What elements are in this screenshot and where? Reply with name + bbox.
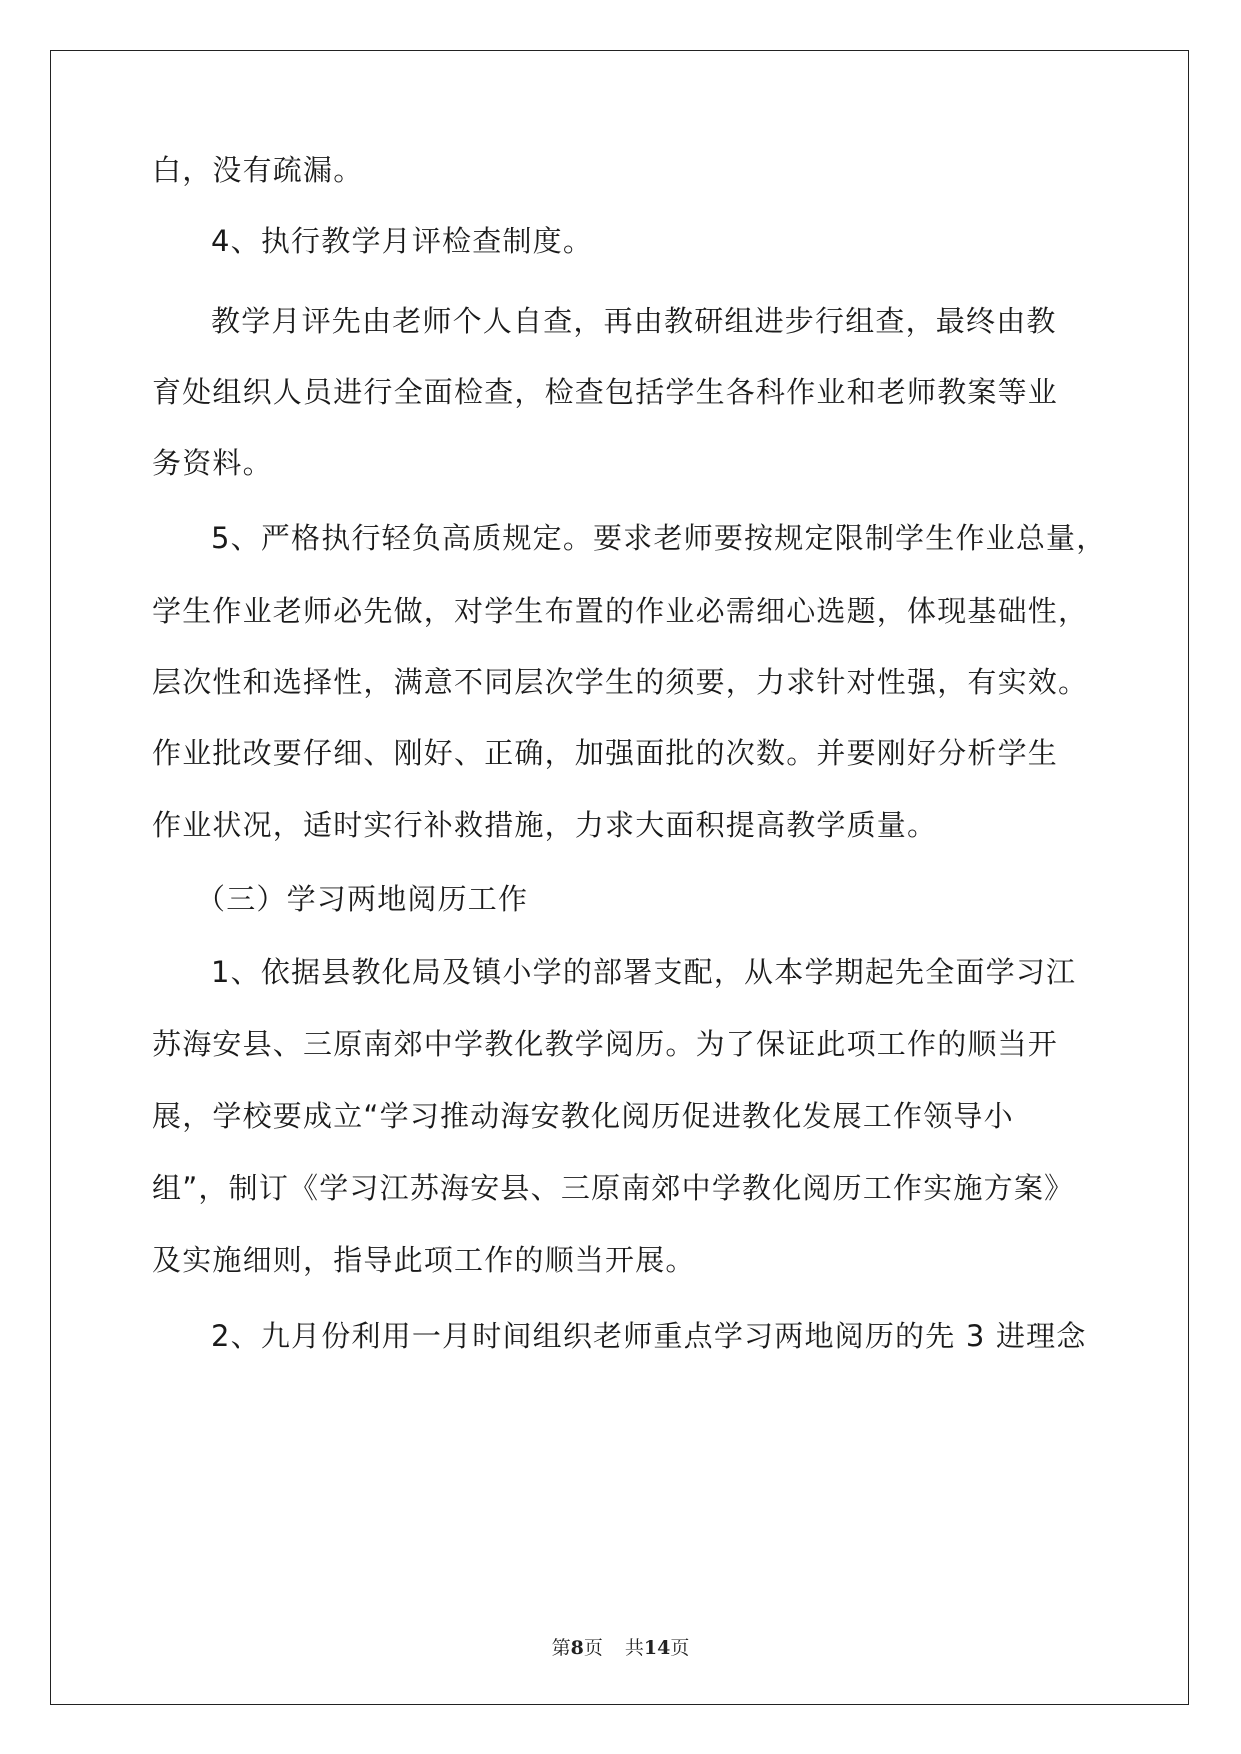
- total-page-count: 14: [643, 1637, 671, 1659]
- footer-prefix: 第: [551, 1637, 571, 1659]
- page-border: [50, 50, 1189, 1705]
- body-line: 组”，制订《学习江苏海安县、三原南郊中学教化阅历工作实施方案》: [152, 1171, 1075, 1205]
- section-heading-1: 1、依据县教化局及镇小学的部署支配，从本学期起先全面学习江: [211, 955, 1077, 989]
- body-line: 作业批改要仔细、刚好、正确，加强面批的次数。并要刚好分析学生: [152, 736, 1059, 770]
- section-heading-5: 5、严格执行轻负高质规定。要求老师要按规定限制学生作业总量，: [211, 521, 1107, 555]
- page-footer: [0, 1633, 1241, 1660]
- current-page-number: 8: [570, 1637, 584, 1659]
- body-line: 及实施细则，指导此项工作的顺当开展。: [152, 1243, 696, 1277]
- footer-total-suffix: 页: [670, 1637, 690, 1659]
- body-line: 层次性和选择性，满意不同层次学生的须要，力求针对性强，有实效。: [152, 665, 1089, 699]
- subsection-heading: （三）学习两地阅历工作: [196, 882, 529, 916]
- body-line: 作业状况，适时实行补救措施，力求大面积提高教学质量。: [152, 808, 938, 842]
- body-line: 教学月评先由老师个人自查，再由教研组进步行组查，最终由教: [211, 304, 1057, 338]
- body-line: 展，学校要成立“学习推动海安教化阅历促进教化发展工作领导小: [152, 1099, 1014, 1133]
- body-line: 白，没有疏漏。: [152, 153, 364, 187]
- body-line: 务资料。: [152, 446, 273, 480]
- section-heading-4: 4、执行教学月评检查制度。: [211, 224, 594, 258]
- body-line: 学生作业老师必先做，对学生布置的作业必需细心选题，体现基础性，: [152, 594, 1089, 628]
- body-line: 育处组织人员进行全面检查，检查包括学生各科作业和老师教案等业: [152, 375, 1059, 409]
- section-heading-2: 2、九月份利用一月时间组织老师重点学习两地阅历的先 3 进理念: [211, 1319, 1087, 1353]
- footer-page-suffix: 页: [583, 1637, 603, 1659]
- footer-total-prefix: 共: [624, 1637, 644, 1659]
- body-line: 苏海安县、三原南郊中学教化教学阅历。为了保证此项工作的顺当开: [152, 1027, 1059, 1061]
